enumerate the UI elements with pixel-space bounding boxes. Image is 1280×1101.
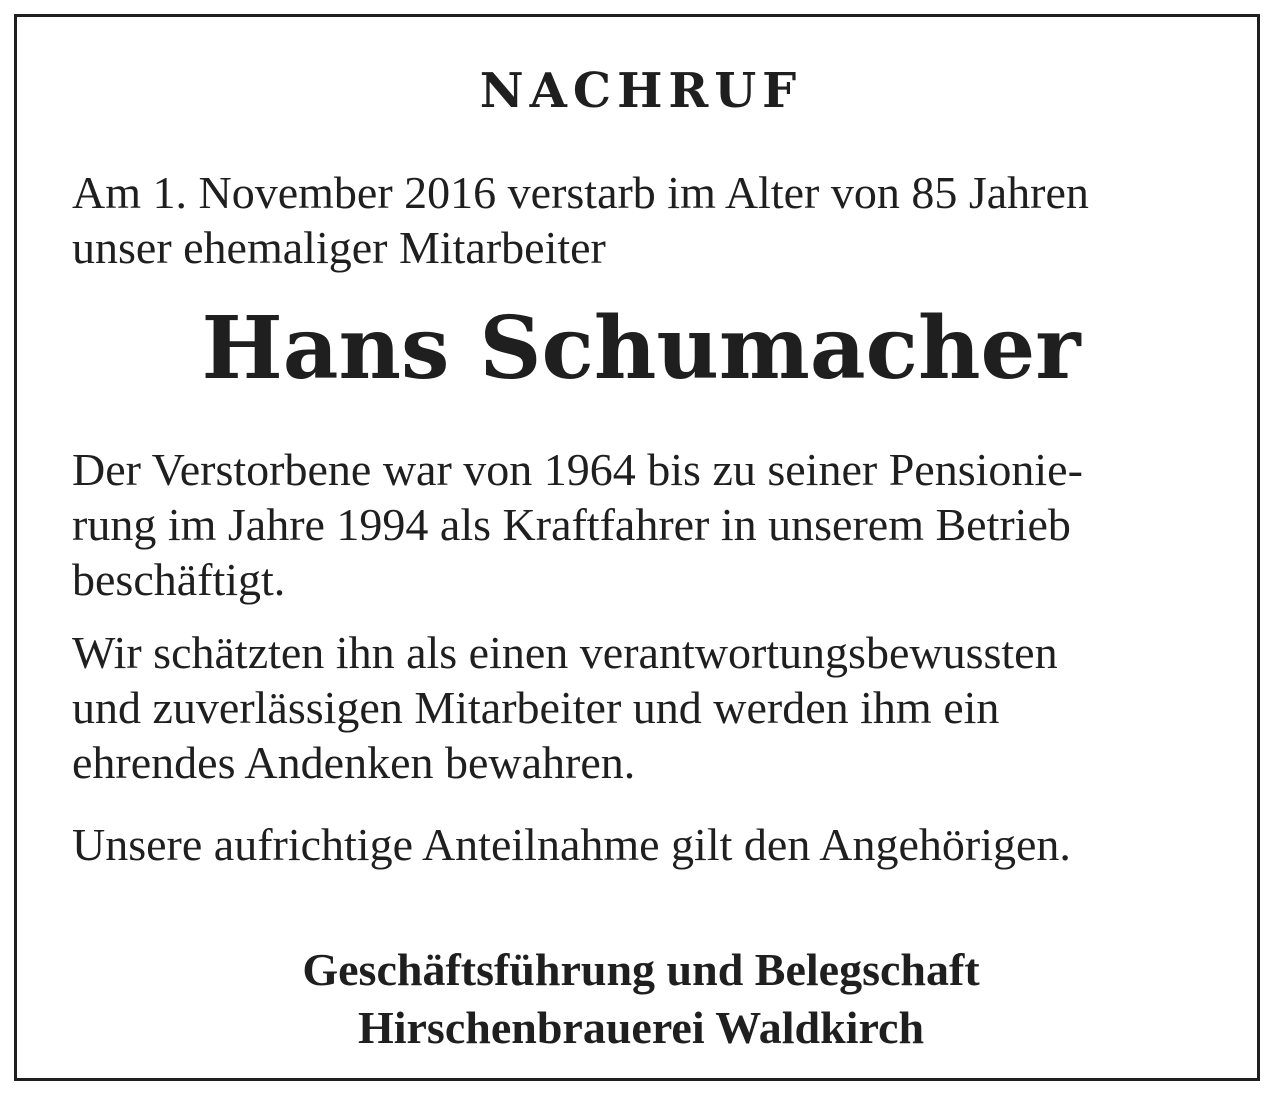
intro-line: Am 1. November 2016 verstarb im Alter von 85 Jahren (72, 167, 1089, 218)
obituary-frame (14, 14, 1260, 1081)
paragraph-line: und zuverlässigen Mitarbeiter und werden ihm ein (72, 682, 1000, 733)
signature-line: Hirschenbrauerei Waldkirch (357, 1002, 925, 1053)
condolence-paragraph: Unsere aufrichtige Anteilnahme gilt den Angehörigen. (72, 819, 1071, 870)
intro-line: unser ehemaliger Mitarbeiter (72, 222, 606, 273)
deceased-name: Hans Schumacher (201, 298, 1081, 399)
appreciation-paragraph (72, 625, 1210, 790)
paragraph-line: Wir schätzten ihn als einen verantwortungsbewussten (72, 627, 1058, 678)
notice-heading: NACHRUF (479, 63, 803, 119)
signature-block (72, 941, 1210, 1057)
paragraph-line: Der Verstorbene war von 1964 bis zu seiner Pensionie- (72, 444, 1083, 495)
intro-text (72, 165, 1210, 275)
signature-line: Geschäftsführung und Belegschaft (302, 944, 980, 995)
paragraph-line: beschäftigt. (72, 554, 286, 605)
paragraph-line: rung im Jahre 1994 als Kraftfahrer in unserem Betrieb (72, 499, 1071, 550)
paragraph-line: ehrendes Andenken bewahren. (72, 737, 636, 788)
employment-paragraph (72, 442, 1210, 607)
